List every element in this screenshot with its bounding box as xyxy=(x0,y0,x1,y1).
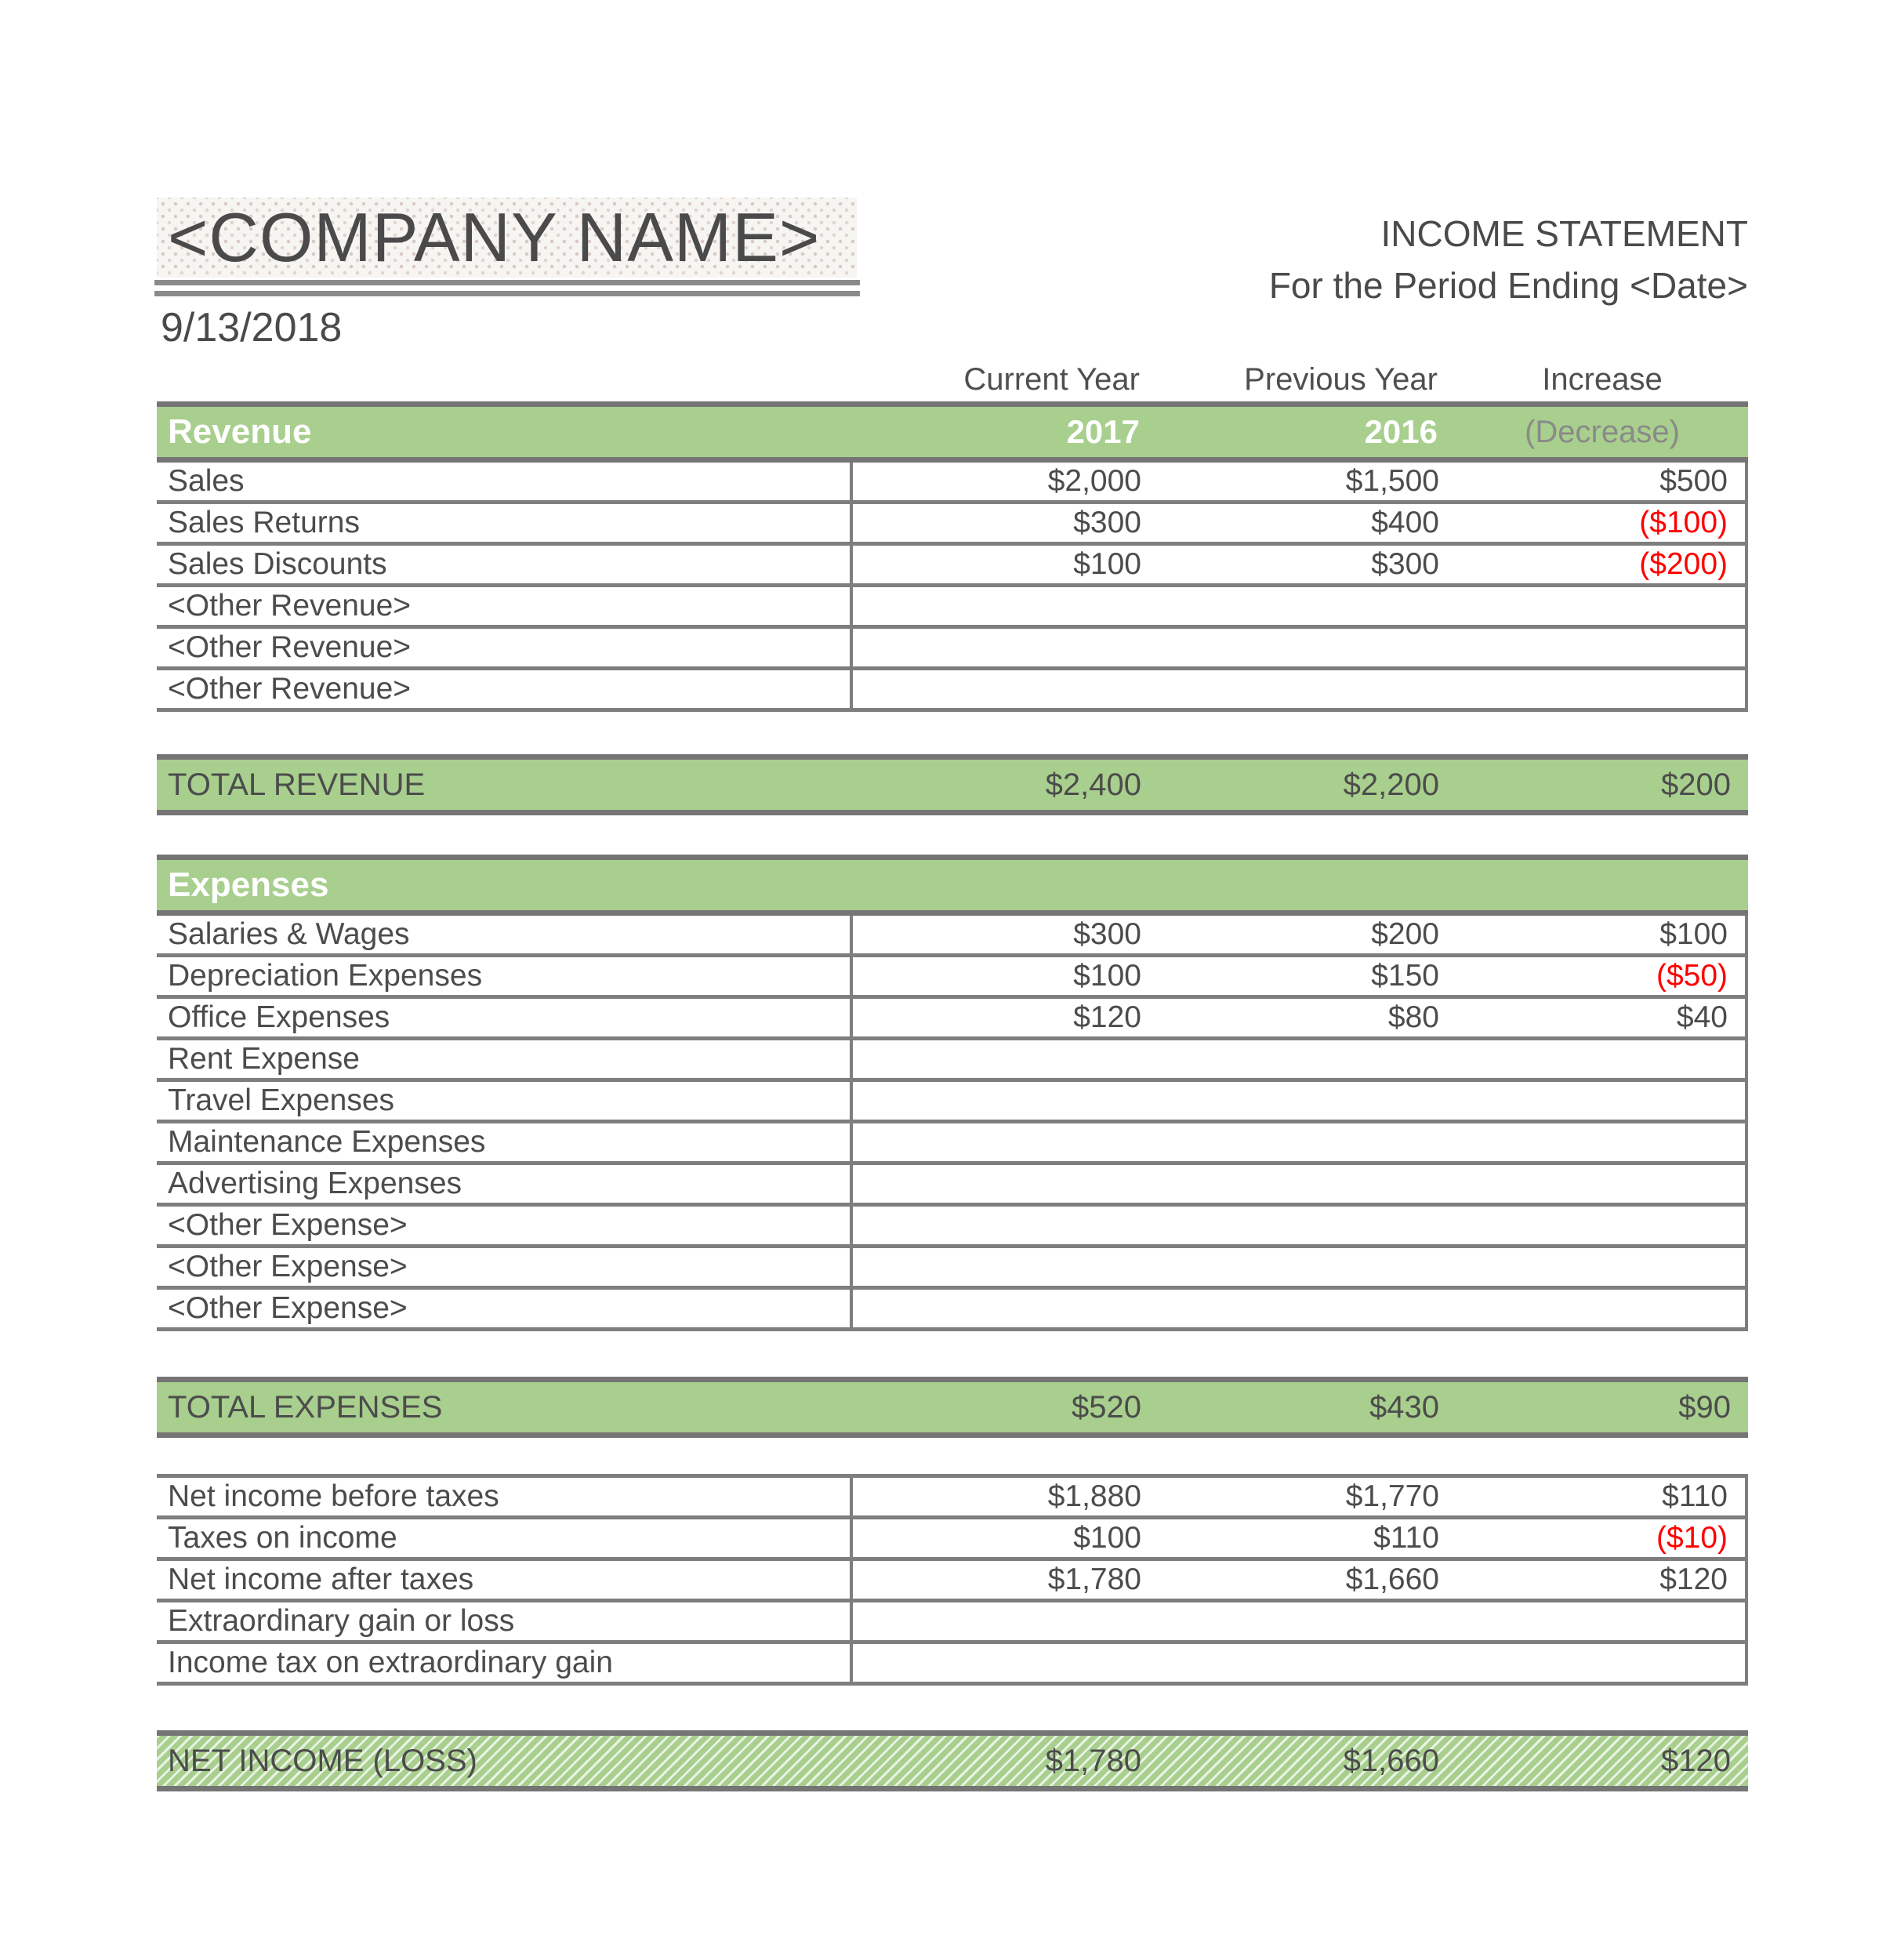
table-row xyxy=(157,957,1748,999)
current-year-value: $300 xyxy=(1073,506,1141,539)
expenses-section-header xyxy=(157,855,1748,916)
total-expenses-change: $90 xyxy=(1678,1389,1731,1425)
row-label: Extraordinary gain or loss xyxy=(157,1602,853,1640)
increase-value xyxy=(1456,1040,1748,1078)
previous-year-value: $200 xyxy=(1371,917,1439,951)
statement-date: 9/13/2018 xyxy=(161,305,343,350)
row-label: <Other Expense> xyxy=(157,1207,853,1244)
current-year-value: $120 xyxy=(1073,1000,1141,1034)
table-row xyxy=(157,546,1748,587)
row-label: Salaries & Wages xyxy=(157,916,853,953)
previous-year-value: $150 xyxy=(1371,959,1439,993)
increase-value xyxy=(1456,587,1748,625)
current-year-value: $300 xyxy=(1073,917,1141,951)
increase-value: ($50) xyxy=(1456,957,1748,995)
increase-value: ($200) xyxy=(1456,546,1748,583)
statement-table xyxy=(157,362,1748,1791)
table-row xyxy=(157,916,1748,957)
increase-value xyxy=(1456,670,1748,708)
row-label: Rent Expense xyxy=(157,1040,853,1078)
row-label: Sales Discounts xyxy=(157,546,853,583)
period-ending-label: For the Period Ending <Date> xyxy=(1268,265,1748,306)
table-row xyxy=(157,1561,1748,1602)
total-expenses-current: $520 xyxy=(1072,1389,1141,1425)
previous-year-value: $1,660 xyxy=(1345,1563,1439,1596)
row-label: Income tax on extraordinary gain xyxy=(157,1644,853,1682)
increase-value xyxy=(1456,1644,1748,1682)
table-row xyxy=(157,1207,1748,1248)
expenses-section-title: Expenses xyxy=(168,866,329,904)
total-expenses-row xyxy=(157,1377,1748,1438)
current-year-value: $100 xyxy=(1073,959,1141,993)
table-row xyxy=(157,1248,1748,1290)
net-income-rows-group xyxy=(157,1474,1748,1686)
increase-value: $40 xyxy=(1456,999,1748,1036)
previous-year-value: $80 xyxy=(1387,1000,1439,1034)
row-label: <Other Expense> xyxy=(157,1290,853,1327)
net-income-loss-row xyxy=(157,1730,1748,1791)
table-row xyxy=(157,504,1748,546)
row-label: Depreciation Expenses xyxy=(157,957,853,995)
row-label: Net income before taxes xyxy=(157,1478,853,1515)
row-label: <Other Expense> xyxy=(157,1248,853,1286)
total-expenses-previous: $430 xyxy=(1369,1389,1439,1425)
previous-year-value: $300 xyxy=(1371,547,1439,581)
table-row xyxy=(157,1040,1748,1082)
previous-year-number: 2016 xyxy=(1364,413,1438,450)
header-double-rule xyxy=(154,280,860,296)
table-row xyxy=(157,1123,1748,1165)
row-label: Advertising Expenses xyxy=(157,1165,853,1203)
net-income-loss-change: $120 xyxy=(1661,1743,1731,1778)
increase-value: ($10) xyxy=(1456,1519,1748,1557)
revenue-section-title: Revenue xyxy=(168,412,312,451)
increase-value xyxy=(1456,1248,1748,1286)
total-revenue-change: $200 xyxy=(1661,767,1731,802)
revenue-section-header xyxy=(157,401,1748,463)
table-row xyxy=(157,1602,1748,1644)
table-row xyxy=(157,670,1748,712)
current-year-number: 2017 xyxy=(1066,413,1140,450)
row-label: <Other Revenue> xyxy=(157,629,853,666)
increase-value xyxy=(1456,1123,1748,1161)
current-year-value: $100 xyxy=(1073,1521,1141,1555)
table-row xyxy=(157,463,1748,504)
row-label: <Other Revenue> xyxy=(157,670,853,708)
row-label: Taxes on income xyxy=(157,1519,853,1557)
total-revenue-previous: $2,200 xyxy=(1343,767,1439,802)
current-year-value: $1,780 xyxy=(1047,1563,1141,1596)
row-label: Sales xyxy=(157,463,853,500)
increase-value xyxy=(1456,1207,1748,1244)
previous-year-value: $1,500 xyxy=(1345,464,1439,498)
column-header-increase: Increase xyxy=(1542,362,1663,397)
table-row xyxy=(157,1644,1748,1686)
document-title: INCOME STATEMENT xyxy=(1380,213,1748,254)
total-expenses-label: TOTAL EXPENSES xyxy=(168,1389,443,1425)
column-header-previous-year: Previous Year xyxy=(1244,362,1438,397)
increase-value xyxy=(1456,629,1748,666)
current-year-value: $1,880 xyxy=(1047,1479,1141,1513)
row-label: Office Expenses xyxy=(157,999,853,1036)
table-row xyxy=(157,999,1748,1040)
table-row xyxy=(157,1082,1748,1123)
increase-value xyxy=(1456,1082,1748,1120)
column-header-current-year: Current Year xyxy=(963,362,1140,397)
table-row xyxy=(157,1290,1748,1331)
total-revenue-current: $2,400 xyxy=(1045,767,1141,802)
row-label: Net income after taxes xyxy=(157,1561,853,1599)
total-revenue-row xyxy=(157,754,1748,815)
increase-value: $110 xyxy=(1456,1478,1748,1515)
document-header xyxy=(1269,213,1748,306)
increase-value: $100 xyxy=(1456,916,1748,953)
revenue-rows-group xyxy=(157,463,1748,712)
expense-rows-group xyxy=(157,916,1748,1331)
increase-value xyxy=(1456,1602,1748,1640)
increase-value xyxy=(1456,1290,1748,1327)
increase-value xyxy=(1456,1165,1748,1203)
increase-value: ($100) xyxy=(1456,504,1748,542)
current-year-value: $100 xyxy=(1073,547,1141,581)
row-label: <Other Revenue> xyxy=(157,587,853,625)
net-income-loss-previous: $1,660 xyxy=(1343,1743,1439,1778)
previous-year-value: $400 xyxy=(1371,506,1439,539)
table-row xyxy=(157,1519,1748,1561)
net-income-loss-label: NET INCOME (LOSS) xyxy=(168,1743,477,1778)
increase-value: $500 xyxy=(1456,463,1748,500)
previous-year-value: $1,770 xyxy=(1345,1479,1439,1513)
table-row xyxy=(157,587,1748,629)
table-row xyxy=(157,1478,1748,1519)
previous-year-value: $110 xyxy=(1373,1521,1439,1555)
row-label: Sales Returns xyxy=(157,504,853,542)
table-row xyxy=(157,1165,1748,1207)
decrease-label: (Decrease) xyxy=(1525,414,1680,449)
current-year-value: $2,000 xyxy=(1047,464,1141,498)
row-label: Maintenance Expenses xyxy=(157,1123,853,1161)
net-income-loss-current: $1,780 xyxy=(1045,1743,1141,1778)
table-row xyxy=(157,629,1748,670)
total-revenue-label: TOTAL REVENUE xyxy=(168,767,426,802)
row-label: Travel Expenses xyxy=(157,1082,853,1120)
company-name: <COMPANY NAME> xyxy=(157,198,857,278)
increase-value: $120 xyxy=(1456,1561,1748,1599)
column-header-row xyxy=(157,362,1748,401)
